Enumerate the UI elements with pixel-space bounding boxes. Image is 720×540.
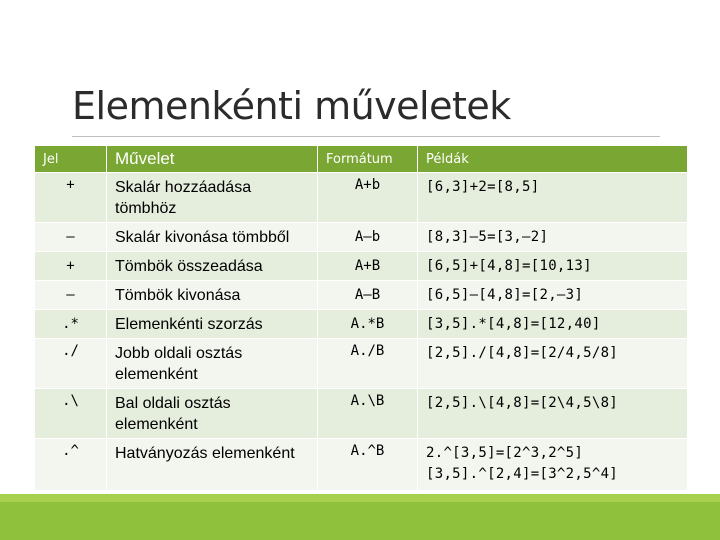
page-title: Elemenkénti műveletek — [72, 84, 511, 128]
operations-table — [34, 145, 688, 491]
example-line: [3,5].^[2,4]=[3^2,5^4] — [426, 466, 619, 482]
cell-jel: + — [35, 252, 107, 281]
cell-op: Skalár hozzáadása tömbhöz — [107, 173, 318, 223]
cell-jel: ./ — [35, 339, 107, 389]
cell-op: Tömbök összeadása — [107, 252, 318, 281]
table-row — [35, 310, 688, 339]
cell-jel: .* — [35, 310, 107, 339]
cell-jel: – — [35, 223, 107, 252]
cell-fmt: A./B — [318, 339, 418, 389]
cell-jel: – — [35, 281, 107, 310]
table-row — [35, 439, 688, 491]
header-jel: Jel — [35, 146, 107, 173]
cell-jel: .\ — [35, 389, 107, 439]
table-row — [35, 223, 688, 252]
table-row — [35, 389, 688, 439]
header-muvelet: Művelet — [107, 146, 318, 173]
cell-fmt: A+B — [318, 252, 418, 281]
cell-fmt: A+b — [318, 173, 418, 223]
table-header-row — [35, 146, 688, 173]
cell-ex — [418, 439, 688, 491]
cell-ex: [6,3]+2=[8,5] — [418, 173, 688, 223]
cell-op: Tömbök kivonása — [107, 281, 318, 310]
cell-fmt: A.*B — [318, 310, 418, 339]
cell-ex: [8,3]–5=[3,–2] — [418, 223, 688, 252]
cell-jel: .^ — [35, 439, 107, 491]
footer-bar — [0, 494, 720, 540]
cell-ex: [6,5]–[4,8]=[2,–3] — [418, 281, 688, 310]
cell-op: Skalár kivonása tömbből — [107, 223, 318, 252]
cell-op: Elemenkénti szorzás — [107, 310, 318, 339]
cell-op: Bal oldali osztás elemenként — [107, 389, 318, 439]
cell-fmt: A–b — [318, 223, 418, 252]
example-line: 2.^[3,5]=[2^3,2^5] — [426, 445, 584, 461]
cell-ex: [6,5]+[4,8]=[10,13] — [418, 252, 688, 281]
cell-fmt: A.^B — [318, 439, 418, 491]
table-row — [35, 173, 688, 223]
cell-jel: + — [35, 173, 107, 223]
table-row — [35, 252, 688, 281]
cell-op: Jobb oldali osztás elemenként — [107, 339, 318, 389]
table-row — [35, 281, 688, 310]
cell-fmt: A–B — [318, 281, 418, 310]
cell-ex: [2,5].\[4,8]=[2\4,5\8] — [418, 389, 688, 439]
cell-ex: [2,5]./[4,8]=[2/4,5/8] — [418, 339, 688, 389]
cell-op: Hatványozás elemenként — [107, 439, 318, 491]
table-row — [35, 339, 688, 389]
header-peldak: Példák — [418, 146, 688, 173]
header-formatum: Formátum — [318, 146, 418, 173]
cell-fmt: A.\B — [318, 389, 418, 439]
title-divider — [72, 136, 660, 137]
cell-ex: [3,5].*[4,8]=[12,40] — [418, 310, 688, 339]
